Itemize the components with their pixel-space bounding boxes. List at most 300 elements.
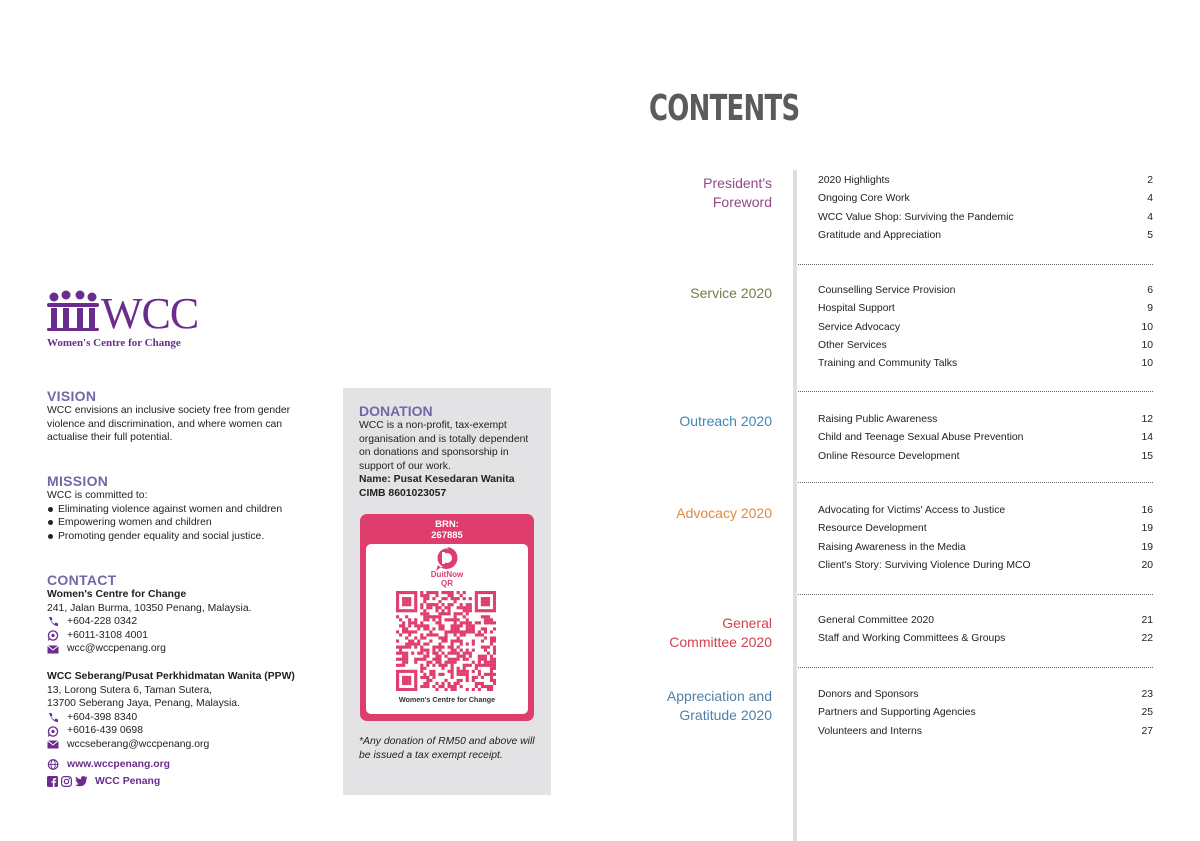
qr-module bbox=[405, 661, 408, 664]
qr-caption: Women's Centre for Change bbox=[398, 695, 496, 704]
toc-item[interactable] bbox=[818, 319, 1153, 337]
qr-module bbox=[463, 615, 466, 618]
qr-module bbox=[448, 594, 451, 597]
qr-module bbox=[426, 627, 429, 630]
toc-heading-line: Appreciation and bbox=[666, 688, 772, 704]
qr-module bbox=[414, 673, 417, 676]
qr-module bbox=[429, 661, 432, 664]
qr-module bbox=[490, 685, 493, 688]
qr-module bbox=[429, 639, 432, 642]
whatsapp-icon bbox=[47, 630, 62, 641]
contact-branch-phone[interactable]: +604-398 8340 bbox=[67, 711, 138, 723]
twitter-icon[interactable] bbox=[75, 776, 88, 787]
qr-module bbox=[460, 603, 463, 606]
qr-module bbox=[451, 670, 454, 673]
qr-module bbox=[451, 627, 454, 630]
contact-title: CONTACT bbox=[47, 572, 117, 588]
qr-module bbox=[490, 639, 493, 642]
qr-module bbox=[432, 670, 435, 673]
qr-module bbox=[420, 606, 423, 609]
qr-module bbox=[463, 652, 466, 655]
qr-module bbox=[466, 612, 469, 615]
qr-module bbox=[402, 627, 405, 630]
toc-item[interactable] bbox=[818, 612, 1153, 630]
qr-module bbox=[493, 658, 496, 661]
qr-module bbox=[475, 621, 478, 624]
toc-item[interactable] bbox=[818, 704, 1153, 722]
toc-heading-line: Committee 2020 bbox=[669, 633, 772, 650]
qr-module bbox=[438, 621, 441, 624]
qr-module bbox=[405, 658, 408, 661]
qr-module bbox=[441, 636, 444, 639]
qr-module bbox=[463, 658, 466, 661]
qr-module bbox=[457, 612, 460, 615]
qr-module bbox=[484, 591, 487, 594]
qr-module bbox=[438, 600, 441, 603]
qr-module bbox=[441, 591, 444, 594]
qr-module bbox=[441, 639, 444, 642]
toc-item-label: Raising Public Awareness bbox=[818, 414, 938, 425]
qr-module bbox=[463, 667, 466, 670]
qr-module bbox=[432, 615, 435, 618]
facebook-icon[interactable] bbox=[47, 776, 58, 787]
toc-item-page: 21 bbox=[1141, 615, 1153, 626]
qr-module bbox=[451, 667, 454, 670]
qr-module bbox=[417, 652, 420, 655]
qr-module bbox=[448, 682, 451, 685]
qr-module bbox=[408, 618, 411, 621]
qr-module bbox=[451, 630, 454, 633]
qr-module bbox=[420, 667, 423, 670]
qr-module bbox=[444, 664, 447, 667]
qr-module bbox=[490, 664, 493, 667]
qr-module bbox=[429, 591, 432, 594]
qr-module bbox=[451, 639, 454, 642]
qr-module bbox=[481, 627, 484, 630]
qr-module bbox=[487, 664, 490, 667]
qr-module bbox=[423, 597, 426, 600]
vertical-divider bbox=[793, 170, 797, 841]
toc-heading-line: President's bbox=[703, 175, 772, 191]
qr-module bbox=[466, 679, 469, 682]
qr-module bbox=[420, 603, 423, 606]
qr-module bbox=[493, 682, 496, 685]
qr-module bbox=[432, 633, 435, 636]
qr-module bbox=[490, 621, 493, 624]
qr-module bbox=[408, 679, 411, 682]
toc-item[interactable] bbox=[818, 723, 1153, 741]
qr-module bbox=[405, 646, 408, 649]
qr-module bbox=[444, 618, 447, 621]
qr-module bbox=[454, 688, 457, 691]
contact-main-phone[interactable]: +604-228 0342 bbox=[67, 616, 138, 628]
qr-module bbox=[457, 655, 460, 658]
qr-module bbox=[405, 676, 408, 679]
qr-module bbox=[396, 639, 399, 642]
qr-module bbox=[438, 661, 441, 664]
qr-module bbox=[466, 673, 469, 676]
toc-heading-line: Service 2020 bbox=[690, 285, 772, 301]
qr-module bbox=[478, 664, 481, 667]
qr-module bbox=[399, 688, 402, 691]
qr-module bbox=[432, 658, 435, 661]
toc-separator bbox=[798, 667, 1153, 668]
qr-module bbox=[451, 618, 454, 621]
toc-item-label: Ongoing Core Work bbox=[818, 193, 910, 205]
toc-item[interactable] bbox=[818, 520, 1153, 538]
toc-item-page: 5 bbox=[1147, 229, 1153, 241]
toc-heading-line: Gratitude 2020 bbox=[679, 706, 772, 723]
instagram-icon[interactable] bbox=[61, 776, 72, 787]
qr-module bbox=[414, 636, 417, 639]
qr-module bbox=[402, 591, 405, 594]
qr-module bbox=[472, 688, 475, 691]
qr-module bbox=[457, 597, 460, 600]
qr-module bbox=[420, 594, 423, 597]
qr-module bbox=[451, 597, 454, 600]
contact-branch-whatsapp[interactable]: +6016-439 0698 bbox=[67, 725, 143, 737]
toc-separator bbox=[798, 482, 1153, 483]
qr-module bbox=[402, 609, 405, 612]
qr-module bbox=[396, 615, 399, 618]
qr-module bbox=[426, 594, 429, 597]
contact-main-email[interactable]: wcc@wccpenang.org bbox=[67, 643, 166, 655]
qr-module bbox=[414, 597, 417, 600]
qr-module bbox=[460, 633, 463, 636]
qr-module bbox=[466, 649, 469, 652]
qr-module bbox=[420, 676, 423, 679]
qr-module bbox=[466, 676, 469, 679]
qr-module bbox=[487, 646, 490, 649]
qr-module bbox=[423, 658, 426, 661]
qr-module bbox=[423, 627, 426, 630]
qr-module bbox=[438, 673, 441, 676]
qr-module bbox=[469, 597, 472, 600]
toc-item[interactable] bbox=[818, 227, 1153, 245]
duitnow-qr-text: QR bbox=[441, 579, 453, 588]
qr-module bbox=[402, 630, 405, 633]
qr-module bbox=[493, 652, 496, 655]
qr-module bbox=[414, 594, 417, 597]
qr-module bbox=[423, 682, 426, 685]
qr-module bbox=[423, 676, 426, 679]
qr-module bbox=[444, 606, 447, 609]
qr-module bbox=[481, 591, 484, 594]
qr-module bbox=[396, 682, 399, 685]
qr-module bbox=[423, 649, 426, 652]
toc-item[interactable] bbox=[818, 282, 1153, 300]
qr-module bbox=[448, 652, 451, 655]
toc-item[interactable] bbox=[818, 300, 1153, 318]
qr-module bbox=[414, 618, 417, 621]
qr-module bbox=[475, 685, 478, 688]
qr-module bbox=[493, 603, 496, 606]
qr-module bbox=[451, 676, 454, 679]
qr-module bbox=[426, 603, 429, 606]
qr-module bbox=[420, 591, 423, 594]
qr-module bbox=[478, 591, 481, 594]
toc-item-label: Staff and Working Committees & Groups bbox=[818, 633, 1006, 645]
qr-module bbox=[469, 664, 472, 667]
qr-module bbox=[444, 679, 447, 682]
qr-module bbox=[396, 679, 399, 682]
mission-section bbox=[47, 473, 327, 543]
toc-item-label: Online Resource Development bbox=[818, 450, 960, 462]
qr-module bbox=[448, 603, 451, 606]
qr-module bbox=[454, 682, 457, 685]
qr-module bbox=[484, 661, 487, 664]
toc-list bbox=[818, 612, 1153, 649]
qr-module bbox=[490, 658, 493, 661]
contact-branch-whatsapp-row bbox=[47, 724, 337, 738]
qr-module bbox=[414, 643, 417, 646]
qr-module bbox=[396, 591, 399, 594]
qr-module bbox=[475, 600, 478, 603]
toc-item-label: Client's Story: Surviving Violence During MCO bbox=[818, 559, 1031, 571]
qr-module bbox=[414, 661, 417, 664]
qr-module bbox=[493, 667, 496, 670]
mission-intro: WCC is committed to: bbox=[47, 490, 148, 501]
qr-module bbox=[490, 670, 493, 673]
qr-module bbox=[478, 609, 481, 612]
qr-module bbox=[475, 609, 478, 612]
qr-module bbox=[460, 673, 463, 676]
qr-module bbox=[472, 627, 475, 630]
email-icon bbox=[47, 739, 62, 750]
qr-module bbox=[408, 597, 411, 600]
qr-module bbox=[466, 606, 469, 609]
toc-item[interactable] bbox=[818, 337, 1153, 355]
qr-module bbox=[490, 661, 493, 664]
mission-item: Empowering women and children bbox=[47, 516, 327, 530]
toc-item-page: 14 bbox=[1141, 432, 1153, 444]
qr-module bbox=[441, 682, 444, 685]
qr-module bbox=[414, 646, 417, 649]
qr-module bbox=[408, 603, 411, 606]
qr-module bbox=[454, 661, 457, 664]
qr-module bbox=[405, 679, 408, 682]
qr-module bbox=[490, 618, 493, 621]
qr-module bbox=[420, 646, 423, 649]
qr-module bbox=[457, 630, 460, 633]
qr-module bbox=[438, 618, 441, 621]
mission-item: Promoting gender equality and social justice. bbox=[47, 530, 327, 544]
qr-module bbox=[432, 685, 435, 688]
qr-module bbox=[423, 600, 426, 603]
toc-item-label: Counselling Service Provision bbox=[818, 285, 956, 296]
qr-module bbox=[490, 636, 493, 639]
qr-module bbox=[487, 615, 490, 618]
toc-list bbox=[818, 411, 1153, 466]
qr-module bbox=[441, 652, 444, 655]
qr-module bbox=[426, 661, 429, 664]
qr-module bbox=[454, 639, 457, 642]
qr-module bbox=[484, 618, 487, 621]
qr-module bbox=[405, 670, 408, 673]
qr-module bbox=[463, 664, 466, 667]
qr-module bbox=[420, 621, 423, 624]
toc-item[interactable] bbox=[818, 209, 1153, 227]
qr-module bbox=[444, 661, 447, 664]
qr-module bbox=[490, 679, 493, 682]
qr-module bbox=[405, 627, 408, 630]
toc-item-page: 4 bbox=[1147, 193, 1153, 205]
toc-item[interactable] bbox=[818, 190, 1153, 208]
toc-item[interactable] bbox=[818, 172, 1153, 190]
qr-module bbox=[475, 591, 478, 594]
qr-module bbox=[411, 688, 414, 691]
qr-module bbox=[396, 600, 399, 603]
qr-module bbox=[432, 646, 435, 649]
qr-module bbox=[457, 679, 460, 682]
qr-module bbox=[444, 636, 447, 639]
toc-item[interactable] bbox=[818, 429, 1153, 447]
qr-module bbox=[411, 609, 414, 612]
qr-module bbox=[423, 609, 426, 612]
qr-module bbox=[451, 643, 454, 646]
toc-list bbox=[818, 686, 1153, 741]
qr-module bbox=[408, 624, 411, 627]
qr-module bbox=[417, 643, 420, 646]
toc-item[interactable] bbox=[818, 557, 1153, 575]
qr-module bbox=[396, 652, 399, 655]
toc-group-heading bbox=[703, 174, 772, 211]
qr-module bbox=[414, 606, 417, 609]
qr-module bbox=[441, 597, 444, 600]
qr-module bbox=[405, 609, 408, 612]
qr-module bbox=[423, 624, 426, 627]
social-row bbox=[47, 776, 337, 787]
toc-separator bbox=[798, 264, 1153, 265]
qr-module bbox=[441, 664, 444, 667]
qr-module bbox=[396, 603, 399, 606]
qr-module bbox=[478, 673, 481, 676]
qr-module bbox=[441, 627, 444, 630]
qr-module bbox=[487, 685, 490, 688]
qr-module bbox=[396, 658, 399, 661]
qr-module bbox=[399, 624, 402, 627]
logo-wordmark: WCC bbox=[101, 289, 199, 338]
qr-module bbox=[457, 627, 460, 630]
qr-module bbox=[478, 658, 481, 661]
qr-module bbox=[481, 676, 484, 679]
qr-module bbox=[460, 630, 463, 633]
qr-module bbox=[451, 664, 454, 667]
qr-module bbox=[444, 655, 447, 658]
vision-section bbox=[47, 388, 317, 445]
toc-item-label: Donors and Sponsors bbox=[818, 689, 919, 700]
toc-item[interactable] bbox=[818, 686, 1153, 704]
qr-module bbox=[432, 649, 435, 652]
duitnow-logo-icon bbox=[432, 546, 462, 572]
qr-module bbox=[490, 688, 493, 691]
qr-module bbox=[435, 652, 438, 655]
toc-item[interactable] bbox=[818, 448, 1153, 466]
toc-item[interactable] bbox=[818, 539, 1153, 557]
qr-module bbox=[460, 621, 463, 624]
contact-main-whatsapp-row bbox=[47, 629, 337, 643]
qr-module bbox=[475, 667, 478, 670]
qr-module bbox=[460, 606, 463, 609]
qr-module bbox=[466, 609, 469, 612]
qr-module bbox=[478, 655, 481, 658]
qr-module bbox=[420, 670, 423, 673]
qr-module bbox=[426, 643, 429, 646]
qr-module bbox=[487, 621, 490, 624]
qr-module bbox=[457, 618, 460, 621]
social-handle[interactable]: WCC Penang bbox=[95, 775, 161, 787]
contents-title: CONTENTS bbox=[649, 88, 800, 129]
qr-module bbox=[472, 649, 475, 652]
qr-module bbox=[451, 661, 454, 664]
qr-module bbox=[454, 627, 457, 630]
qr-module bbox=[402, 597, 405, 600]
toc-item[interactable] bbox=[818, 630, 1153, 648]
toc-item[interactable] bbox=[818, 502, 1153, 520]
phone-icon bbox=[47, 712, 62, 723]
toc-group-heading bbox=[679, 412, 772, 431]
toc-item[interactable] bbox=[818, 411, 1153, 429]
qr-module bbox=[396, 688, 399, 691]
qr-module bbox=[466, 618, 469, 621]
wcc-logo bbox=[47, 290, 207, 349]
toc-item-label: Volunteers and Interns bbox=[818, 725, 922, 737]
qr-module bbox=[451, 673, 454, 676]
qr-module bbox=[454, 658, 457, 661]
qr-module bbox=[463, 609, 466, 612]
qr-module bbox=[460, 655, 463, 658]
qr-module bbox=[493, 606, 496, 609]
contact-main-whatsapp[interactable]: +6011-3108 4001 bbox=[67, 629, 148, 641]
qr-module bbox=[429, 630, 432, 633]
qr-module bbox=[472, 624, 475, 627]
qr-module bbox=[405, 636, 408, 639]
qr-module bbox=[408, 639, 411, 642]
qr-module bbox=[448, 630, 451, 633]
qr-module bbox=[402, 646, 405, 649]
toc-item-page: 15 bbox=[1141, 450, 1153, 462]
website-link[interactable]: www.wccpenang.org bbox=[67, 758, 170, 770]
qr-module bbox=[475, 676, 478, 679]
qr-module bbox=[490, 609, 493, 612]
qr-module bbox=[402, 664, 405, 667]
qr-module bbox=[432, 652, 435, 655]
contact-branch-email[interactable]: wccseberang@wccpenang.org bbox=[67, 738, 210, 750]
qr-module bbox=[472, 639, 475, 642]
globe-icon bbox=[47, 759, 62, 770]
qr-module bbox=[402, 600, 405, 603]
qr-module bbox=[493, 627, 496, 630]
toc-item-label: Hospital Support bbox=[818, 303, 895, 315]
qr-module bbox=[460, 612, 463, 615]
qr-module bbox=[426, 597, 429, 600]
toc-item-page: 12 bbox=[1141, 414, 1153, 425]
qr-module bbox=[454, 685, 457, 688]
qr-module bbox=[487, 609, 490, 612]
qr-module bbox=[451, 649, 454, 652]
qr-module bbox=[454, 621, 457, 624]
qr-module bbox=[438, 636, 441, 639]
toc-item[interactable] bbox=[818, 355, 1153, 373]
qr-module bbox=[396, 606, 399, 609]
qr-module bbox=[405, 603, 408, 606]
qr-module bbox=[438, 643, 441, 646]
qr-module bbox=[448, 609, 451, 612]
toc-item-label: Advocating for Victims' Access to Justice bbox=[818, 505, 1006, 516]
toc-group-heading bbox=[676, 504, 772, 523]
qr-module bbox=[402, 652, 405, 655]
qr-module bbox=[426, 591, 429, 594]
